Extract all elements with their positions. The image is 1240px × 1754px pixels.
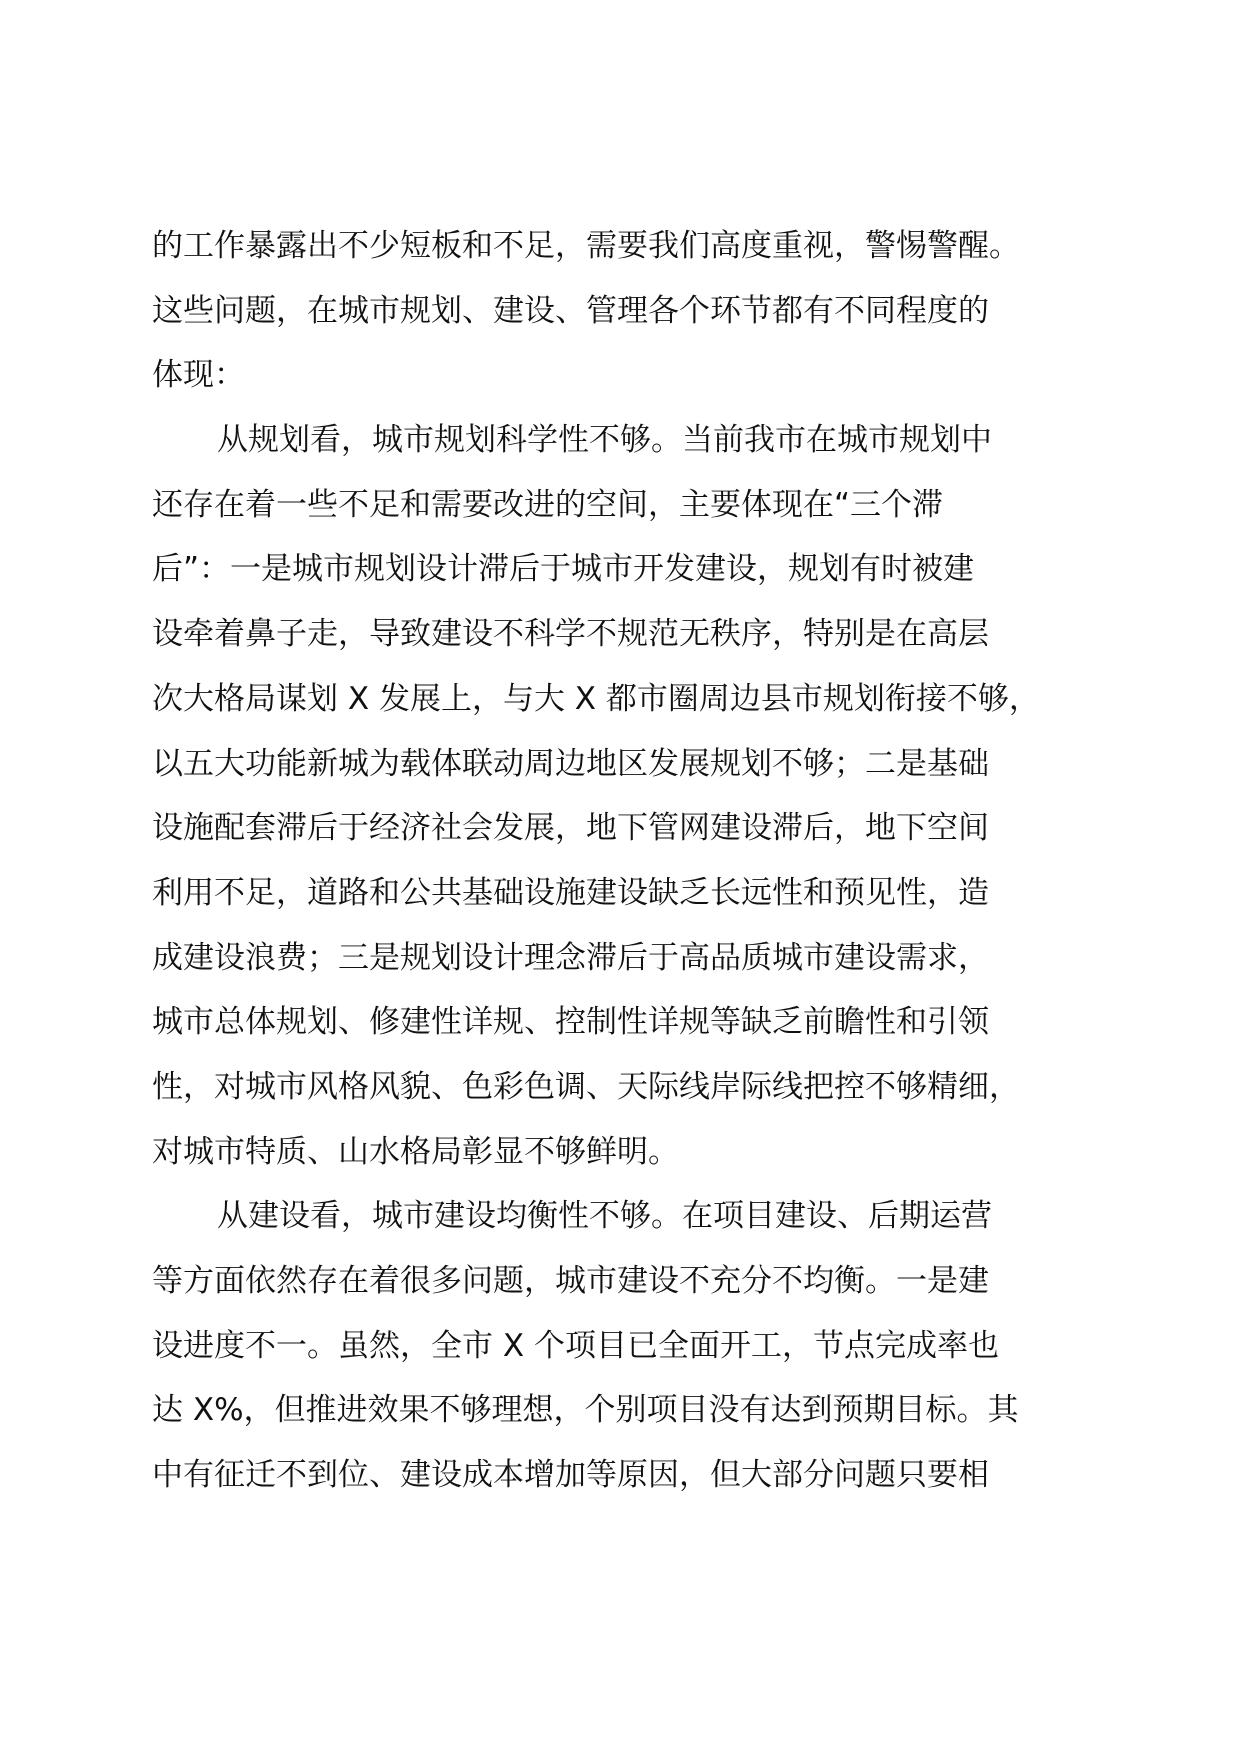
text-line: 城市总体规划、修建性详规、控制性详规等缺乏前瞻性和引领 (152, 1004, 989, 1041)
text-line: 达 X%，但推进效果不够理想，个别项目没有达到预期目标。其 (152, 1392, 1019, 1429)
text-line: 次大格局谋划 X 发展上，与大 X 都市圈周边县市规划衔接不够， (152, 680, 1040, 717)
text-line: 成建设浪费；三是规划设计理念滞后于高品质城市建设需求， (152, 939, 989, 976)
text-line: 性，对城市风格风貌、色彩色调、天际线岸际线把控不够精细， (152, 1068, 1020, 1105)
text-line: 对城市特质、山水格局彰显不够鲜明。 (152, 1133, 679, 1170)
text-line: 利用不足，道路和公共基础设施建设缺乏长远性和预见性，造 (152, 874, 989, 911)
text-line: 的工作暴露出不少短板和不足，需要我们高度重视，警惕警醒。 (152, 228, 1020, 264)
text-line: 设牵着鼻子走，导致建设不科学不规范无秩序，特别是在高层 (152, 616, 989, 653)
text-line: 以五大功能新城为载体联动周边地区发展规划不够；二是基础 (152, 745, 989, 782)
text-line: 体现： (152, 357, 245, 394)
text-line: 中有征迁不到位、建设成本增加等原因，但大部分问题只要相 (152, 1457, 989, 1494)
text-line: 设施配套滞后于经济社会发展，地下管网建设滞后，地下空间 (152, 810, 989, 847)
text-line: 这些问题，在城市规划、建设、管理各个环节都有不同程度的 (152, 292, 989, 329)
document-body (152, 214, 1112, 1508)
text-line: 还存在着一些不足和需要改进的空间，主要体现在“三个滞 (152, 486, 944, 523)
text-line: 等方面依然存在着很多问题，城市建设不充分不均衡。一是建 (152, 1263, 989, 1299)
text-line: 后”：一是城市规划设计滞后于城市开发建设，规划有时被建 (152, 551, 975, 588)
text-line: 设进度不一。虽然，全市 X 个项目已全面开工，节点完成率也 (152, 1327, 999, 1364)
paragraph-start-line: 从规划看，城市规划科学性不够。当前我市在城市规划中 (217, 422, 992, 459)
paragraph-start-line: 从建设看，城市建设均衡性不够。在项目建设、后期运营 (217, 1198, 992, 1235)
